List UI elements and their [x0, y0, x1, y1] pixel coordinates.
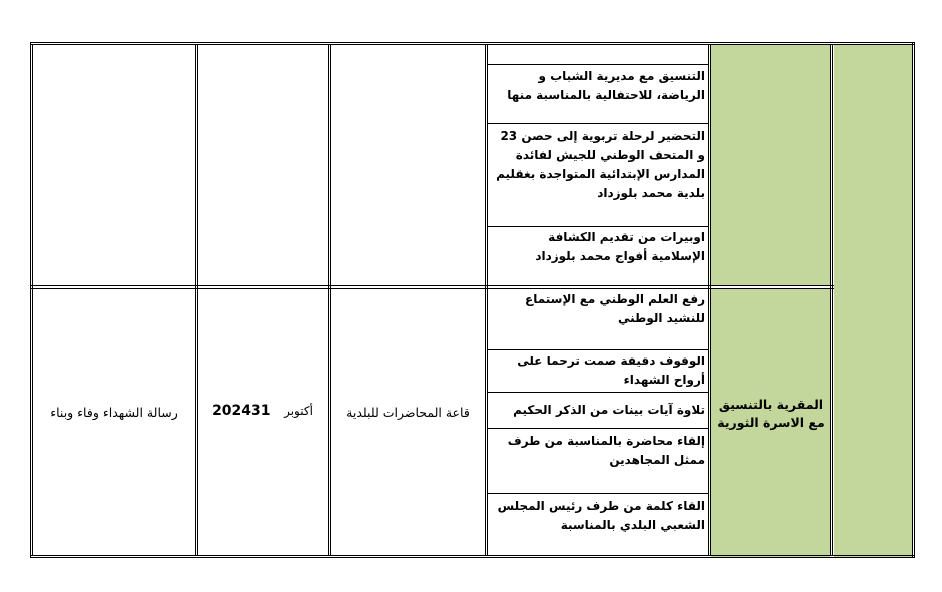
col-line	[708, 44, 709, 556]
table-top-border	[30, 42, 914, 43]
col-line	[487, 44, 488, 556]
activity-divider	[487, 493, 709, 494]
activity-divider	[487, 349, 709, 350]
activity-divider	[487, 123, 709, 124]
col-line	[485, 44, 486, 556]
col-line	[912, 42, 913, 558]
activity-divider	[487, 428, 709, 429]
organizer-cell: المقرية بالتنسيق مع الاسرة الثورية	[717, 397, 825, 430]
activity-item: رفع العلم الوطني مع الإستماع للنشيد الوطني	[525, 292, 705, 325]
date-day: 31	[251, 403, 271, 419]
location-cell: قاعة المحاضرات للبلدية	[346, 405, 470, 420]
col-line	[914, 42, 915, 558]
theme-cell: رسالة الشهداء وفاء وبناء	[50, 405, 178, 420]
activity-item: القاء كلمة من طرف رئيس المجلس الشعبي البلدي بالمناسبة	[497, 499, 705, 532]
table-bottom-border	[30, 557, 914, 558]
row-divider-inner	[30, 288, 834, 289]
activity-item: إلقاء محاضرة بالمناسبة من طرف ممثل المجاهدين	[507, 434, 705, 467]
col-line	[30, 42, 31, 558]
activity-item: تلاوة آيات بينات من الذكر الحكيم	[513, 403, 705, 417]
date-month: أكتوبر	[284, 404, 313, 418]
activity-item: التحضير لرحلة تربوية إلى حصن 23 و المتحف الوطني للجيش لفائدة المدارس الإبتدائية المتواجدة بغقليم بلدية محمد بلوزداد	[496, 129, 705, 200]
col-line	[830, 44, 831, 556]
table-bottom-border-inner	[30, 555, 914, 556]
col-line	[330, 44, 331, 556]
col-line	[195, 44, 196, 556]
col-line	[197, 44, 198, 556]
col-line	[32, 44, 33, 556]
activity-divider	[487, 392, 709, 393]
activity-item: الوقوف دقيقة صمت ترحما على أرواح الشهداء	[517, 354, 705, 387]
col-line	[710, 44, 711, 556]
col-line	[832, 44, 833, 556]
row-divider	[30, 285, 834, 286]
organizer-cell-fill-row1	[711, 44, 830, 285]
activity-divider	[487, 64, 709, 65]
activity-item: اوبيرات من تقديم الكشافة الإسلامية أفواج محمد بلوزداد	[535, 230, 705, 263]
col-line	[328, 44, 329, 556]
date-year: 2024	[212, 403, 252, 419]
activity-item: التنسيق مع مديرية الشباب و الرياضة، للاحتفالية بالمناسبة منها	[507, 69, 705, 102]
date-cell	[199, 401, 326, 422]
category-column-fill	[834, 44, 912, 557]
table-top-border-inner	[30, 44, 914, 45]
activity-divider	[487, 226, 709, 227]
